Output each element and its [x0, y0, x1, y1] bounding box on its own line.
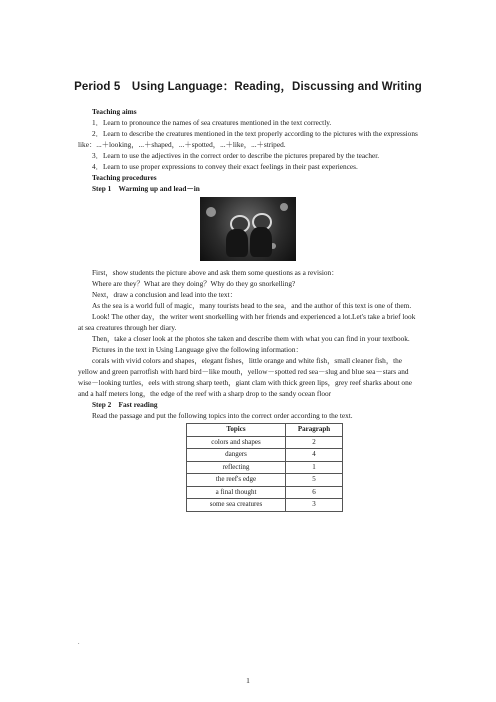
topics-table: [186, 423, 343, 512]
table-cell-topic: a final thought: [187, 486, 286, 499]
table-cell-topic: some sea creatures: [187, 499, 286, 512]
step1-paragraph-2: Where are they？What are they doing？Why do they go snorkelling?: [92, 279, 296, 288]
aim-item-3: 3．Learn to use the adjectives in the correct order to describe the pictures prepared by the teacher.: [92, 151, 380, 160]
table-row: [187, 499, 343, 512]
table-row: [187, 461, 343, 474]
aim-item-1: 1．Learn to pronounce the names of sea creatures mentioned in the text correctly.: [92, 118, 332, 127]
document-body: [78, 106, 418, 512]
table-cell-paragraph: 2: [286, 436, 343, 449]
table-cell-topic: colors and shapes: [187, 436, 286, 449]
step1-paragraph-4: As the sea is a world full of magic，many tourists head to the sea，and the author of this text is one of them.: [92, 301, 412, 310]
table-cell-paragraph: 3: [286, 499, 343, 512]
trailing-mark: .: [78, 640, 80, 646]
table-cell-paragraph: 1: [286, 461, 343, 474]
step1-paragraph-6: Then，take a closer look at the photos she taken and describe them with what you can find in your textbook.: [92, 334, 410, 343]
aim-item-4: 4．Learn to use proper expressions to convey their exact feelings in their past experiences.: [92, 162, 358, 171]
step1-paragraph-1: First，show students the picture above and ask them some questions as a revision：: [92, 268, 339, 277]
table-cell-paragraph: 4: [286, 449, 343, 462]
table-header-topics: Topics: [187, 424, 286, 437]
table-header-row: [187, 424, 343, 437]
snorkelling-photo: [200, 197, 296, 261]
table-row: [187, 436, 343, 449]
table-cell-paragraph: 5: [286, 474, 343, 487]
step1-paragraph-7: Pictures in the text in Using Language give the following information：: [92, 345, 303, 354]
step1-heading: Step 1 Warming up and lead－in: [92, 184, 200, 193]
table-header-paragraph: Paragraph: [286, 424, 343, 437]
step1-paragraph-3: Next，draw a conclusion and lead into the text：: [92, 290, 237, 299]
table-row: [187, 486, 343, 499]
aim-item-2: 2．Learn to describe the creatures mentioned in the text properly according to the pictures with the expressions like：...＋looking，...＋shaped，...＋spotted，...＋like，...＋striped.: [78, 129, 418, 149]
teaching-aims-heading: Teaching aims: [92, 107, 137, 116]
table-row: [187, 449, 343, 462]
table-cell-topic: the reef's edge: [187, 474, 286, 487]
table-cell-paragraph: 6: [286, 486, 343, 499]
table-cell-topic: dangers: [187, 449, 286, 462]
step2-instruction: Read the passage and put the following topics into the correct order according to the text.: [92, 411, 353, 420]
step1-paragraph-8: corals with vivid colors and shapes，elegant fishes，little orange and white fish，small cleaner fish，the yellow and green parrotfish with hard bird－like mouth，yellow－spotted red sea－slug and blue sea－stars and wise－looking turtles，eels with strong sharp teeth，giant clam with thick green lips，grey reef sharks about one and a half meters long，the edge of the reef with a sharp drop to the sandy ocean floor: [78, 356, 412, 398]
page-title: Period 5 Using Language：Reading，Discussing and Writing: [74, 81, 422, 93]
table-cell-topic: reflecting: [187, 461, 286, 474]
snorkelling-photo-container: [78, 197, 418, 261]
step1-paragraph-5: Look! The other day，the writer went snorkelling with her friends and experienced a lot.Let's take a brief look at sea creatures through her diary.: [78, 312, 416, 332]
step2-heading: Step 2 Fast reading: [92, 400, 158, 409]
page-number: 1: [246, 676, 250, 685]
table-row: [187, 474, 343, 487]
procedures-heading: Teaching procedures: [92, 173, 157, 182]
